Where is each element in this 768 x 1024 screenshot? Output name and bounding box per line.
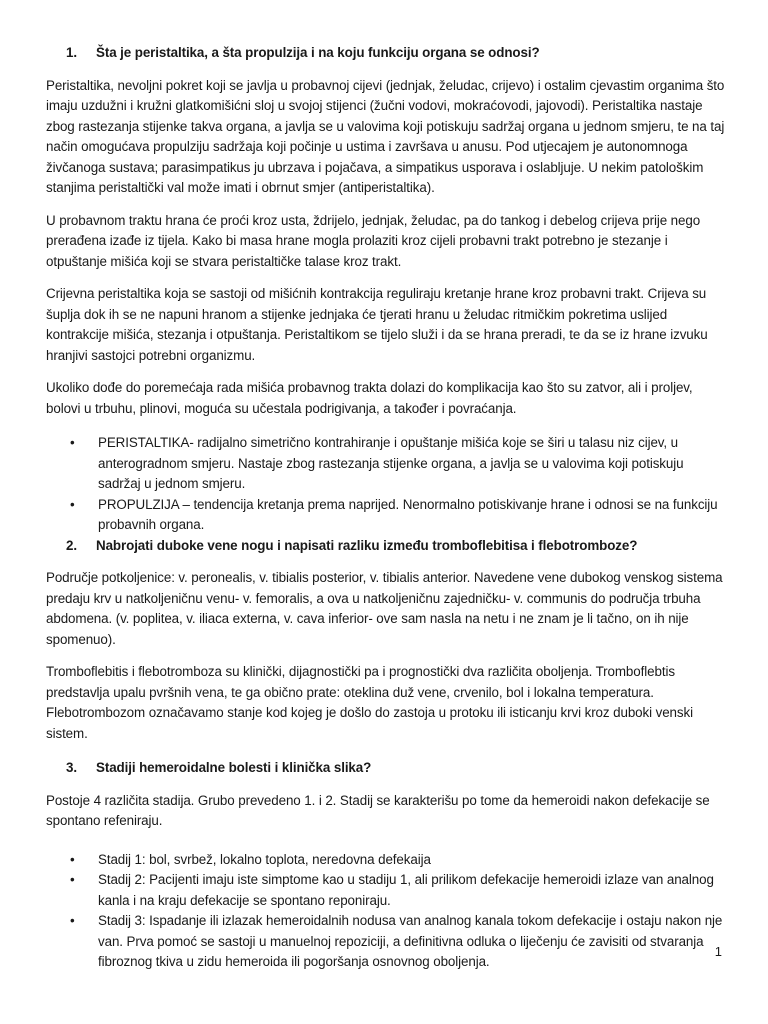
- list-item: • Stadij 3: Ispadanje ili izlazak hemeroidalnih nodusa van analnog kanala tokom defekacije i ostaju nakon nje van. Prva pomoć se sastoji u manuelnoj repoziciji, a definitivna odluka o liječenju će zavisiti od stvaranja fibroznog tkiva u zidu hemeroida ili pogoršanja osnovnog oboljenja.: [46, 911, 726, 973]
- question-3-title: Stadiji hemeroidalne bolesti i klinička slika?: [96, 760, 372, 775]
- question-1-heading: [46, 43, 726, 64]
- question-2-heading: [46, 536, 726, 557]
- list-item: • PERISTALTIKA- radijalno simetrično kontrahiranje i opuštanje mišića koje se širi u talasu niz cijev, u anterogradnom smjeru. Nastaje zbog rastezanja stijenke organa, a javlja se u valovima koji potiskuju sadržaj u jednom smjeru.: [46, 433, 726, 495]
- question-3-heading: [46, 758, 726, 779]
- question-2-number: 2.: [66, 537, 77, 553]
- paragraph: Postoje 4 različita stadija. Grubo prevedeno 1. i 2. Stadij se karakterišu po tome da hemeroidi nakon defekacije se spontano refeniraju.: [46, 792, 710, 828]
- document-body: [46, 43, 726, 973]
- definition-list: [46, 433, 726, 536]
- paragraph: Područje potkoljenice: v. peronealis, v. tibialis posterior, v. tibialis anterior. Navedene vene dubokog venskog sistema predaju krv u natkoljeničnu venu- v. femoralis, a ova u natkoljeničnu zajedničku- v. communis do područja trbuha abdomena. (v. poplitea, v. iliaca externa, v. cava inferior- ove sam nasla na netu i ne znam je li tačno, on ih nije spomenuo).: [46, 570, 723, 647]
- paragraph: Tromboflebitis i flebotromboza su klinički, dijagnostički pa i prognostički dva različita oboljenja. Tromboflebtis predstavlja upalu pvršnih vena, te ga obično prate: oteklina duž vene, crvenilo, bol i lokalna temperatura. Flebotrombozom označavamo stanje kod kojeg je došlo do zastoja u protoku ili isticanju krvi kroz duboki venski sistem.: [46, 664, 693, 741]
- list-item: • PROPULZIJA – tendencija kretanja prema naprijed. Nenormalno potiskivanje hrane i odnosi se na funkciju probavnih organa.: [46, 495, 726, 536]
- paragraph: Ukoliko dođe do poremećaja rada mišića probavnog trakta dolazi do komplikacija kao što su zatvor, ali i proljev, bolovi u trbuhu, plinovi, moguća su učestala podrigivanja, a također i povraćanja.: [46, 380, 693, 416]
- question-1-number: 1.: [66, 45, 77, 60]
- paragraph: U probavnom traktu hrana će proći kroz usta, ždrijelo, jednjak, želudac, pa do tankog i debelog crijeva prije nego prerađena izađe iz tijela. Kako bi masa hrane mogla prolaziti kroz cijeli probavni trakt potrebno je stezanje i otpuštanje mišića koji se stvara peristaltičke talase kroz trakt.: [46, 212, 701, 269]
- paragraph: Peristaltika, nevoljni pokret koji se javlja u probavnoj cijevi (jednjak, želudac, crijevo) i ostalim cjevastim organima što imaju uzdužni i kružni glatkomišićni sloj u svojoj stijenci (žučni vodovi, mokraćovodi, jajovodi). Peristaltika nastaje zbog rastezanja stijenke takva organa, a javlja se u valovima koji potiskuju sadržaj organa u jednom smjeru, te na taj način omogućava propulziju sadržaja koji počinje u ustima i završava u anusu. Pod utjecajem je autonomnoga živčanoga sustava; parasimpatikus ju ubrzava i pojačava, a simpatikus usporava i oslabljuje. U nekim patološkim stanjima peristaltički val može imati i obrnut smjer (antiperistaltika).: [46, 77, 725, 195]
- paragraph: Crijevna peristaltika koja se sastoji od mišićnih kontrakcija reguliraju kretanje hrane kroz probavni trakt. Crijeva su šuplja dok ih se ne napuni hranom a stijenke jednjaka će tjerati hranu u želudac ritmičkim pokretima uslijed kontrakcije mišića, stezanja i otpuštanja. Peristaltikom se tijelo služi i da se hrana preradi, te da se iz hrane izvuku hranjivi sastojci potrebni organizmu.: [46, 286, 708, 363]
- question-2-title: Nabrojati duboke vene nogu i napisati razliku između tromboflebitisa i flebotromboze?: [96, 537, 638, 553]
- list-item: • Stadij 2: Pacijenti imaju iste simptome kao u stadiju 1, ali prilikom defekacije hemeroidi izlaze van analnog kanla i na kraju defekacije se spontano reponiraju.: [46, 870, 726, 911]
- question-1-title: Šta je peristaltika, a šta propulzija i na koju funkciju organa se odnosi?: [96, 45, 540, 60]
- list-item: • Stadij 1: bol, svrbež, lokalno toplota, neredovna defekaija: [46, 850, 726, 871]
- stage-list: [46, 850, 726, 973]
- page-number: 1: [714, 944, 722, 959]
- question-3-number: 3.: [66, 760, 77, 775]
